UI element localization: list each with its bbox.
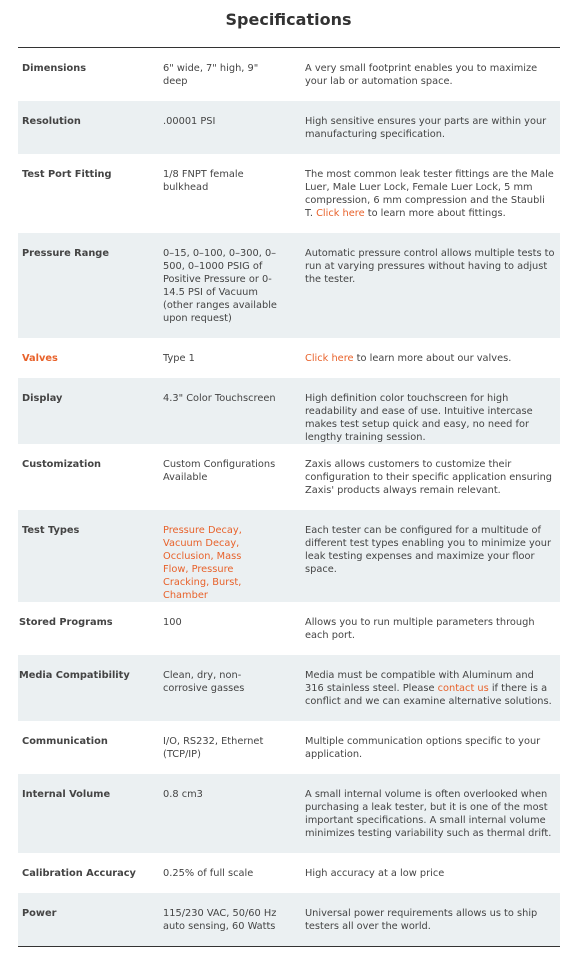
spec-description: Allows you to run multiple parameters through each port. — [305, 617, 535, 641]
spec-description: Multiple communication options specific to your application. — [305, 736, 541, 760]
spec-label: Test Port Fitting — [22, 169, 112, 180]
spec-description — [305, 352, 555, 365]
spec-description: Zaxis allows customers to customize their configuration to their specific application ensuring Zaxis' products always remain relevant. — [305, 459, 553, 496]
spec-description: High accuracy at a low price — [305, 868, 445, 879]
spec-description-text: if there is a conflict and we can examine alternative solutions. — [305, 683, 552, 707]
spec-description: A small internal volume is often overlooked when purchasing a leak tester, but it is one of the most important specifications. A small internal volume minimizes testing variability such as thermal drift. — [305, 789, 552, 839]
spec-row-communication — [18, 721, 560, 774]
spec-description-text: The most common leak tester fittings are the Male Luer, Male Luer Lock, Female Luer Lock, 5 mm compression, 6 mm compression and the Staubli T. — [305, 169, 554, 219]
spec-row-test-types — [18, 510, 560, 602]
spec-value: 6" wide, 7" high, 9" deep — [163, 63, 259, 87]
spec-row-internal-volume — [18, 774, 560, 853]
spec-label: Media Compatibility — [19, 670, 130, 681]
spec-description-text: to learn more about our valves. — [353, 353, 512, 364]
spec-label: Test Types — [22, 525, 80, 536]
spec-description: Automatic pressure control allows multiple tests to run at varying pressures without having to adjust the tester. — [305, 248, 555, 285]
spec-description: High definition color touchscreen for high readability and ease of use. Intuitive intercase makes test setup quick and easy, no need for lengthy training session. — [305, 393, 533, 443]
spec-value: .00001 PSI — [163, 116, 216, 127]
fittings-link[interactable]: Click here — [316, 208, 365, 219]
spec-description: A very small footprint enables you to maximize your lab or automation space. — [305, 63, 538, 87]
spec-row-dimensions — [18, 48, 560, 101]
spec-value: 0–15, 0–100, 0–300, 0–500, 0–1000 PSIG of Positive Pressure or 0-14.5 PSI of Vacuum (other ranges available upon request) — [163, 248, 277, 324]
spec-label: Calibration Accuracy — [22, 868, 136, 879]
spec-row-test-port-fitting — [18, 154, 560, 233]
valves-link[interactable]: Valves — [22, 353, 58, 364]
spec-value: 1/8 FNPT female bulkhead — [163, 169, 244, 193]
spec-row-customization — [18, 444, 560, 510]
spec-label: Communication — [22, 736, 108, 747]
spec-value: 0.8 cm3 — [163, 789, 203, 800]
spec-description: Universal power requirements allows us to ship testers all over the world. — [305, 908, 538, 932]
spec-value: I/O, RS232, Ethernet (TCP/IP) — [163, 736, 264, 760]
spec-label: Stored Programs — [19, 617, 113, 628]
spec-value: 115/230 VAC, 50/60 Hz auto sensing, 60 Watts — [163, 908, 277, 932]
spec-description: Each tester can be configured for a multitude of different test types enabling you to minimize your leak testing expenses and maximize your floor space. — [305, 525, 552, 575]
test-types-links[interactable]: Pressure Decay, Vacuum Decay, Occlusion, Mass Flow, Pressure Cracking, Burst, Chamber — [163, 525, 242, 601]
spec-value: Custom Configurations Available — [163, 459, 276, 483]
spec-row-power — [18, 893, 560, 946]
spec-label: Power — [22, 908, 57, 919]
spec-value: 0.25% of full scale — [163, 868, 254, 879]
spec-table — [18, 48, 560, 946]
spec-description — [305, 669, 555, 708]
spec-value: 100 — [163, 617, 182, 628]
spec-description: High sensitive ensures your parts are within your manufacturing specification. — [305, 116, 547, 140]
spec-value: Type 1 — [163, 353, 195, 364]
spec-row-display — [18, 378, 560, 444]
spec-row-resolution — [18, 101, 560, 154]
spec-description — [305, 168, 555, 220]
spec-row-media-compatibility — [18, 655, 560, 721]
spec-label: Dimensions — [22, 63, 87, 74]
spec-description-text: to learn more about fittings. — [364, 208, 506, 219]
contact-us-link[interactable]: contact us — [437, 683, 489, 694]
page-title: Specifications — [225, 10, 352, 29]
spec-row-valves — [18, 338, 560, 378]
spec-row-calibration-accuracy — [18, 853, 560, 893]
spec-row-pressure-range — [18, 233, 560, 338]
spec-label: Pressure Range — [22, 248, 109, 259]
spec-value: Clean, dry, non-corrosive gasses — [163, 670, 245, 694]
spec-label: Resolution — [22, 116, 81, 127]
spec-label: Display — [22, 393, 63, 404]
spec-value: 4.3" Color Touchscreen — [163, 393, 276, 404]
spec-row-stored-programs — [18, 602, 560, 655]
spec-label: Customization — [22, 459, 102, 470]
spec-label: Internal Volume — [22, 789, 111, 800]
valves-more-link[interactable]: Click here — [305, 353, 354, 364]
spec-description-text: Media must be compatible with Aluminum and 316 stainless steel. Please — [305, 670, 534, 694]
bottom-rule — [18, 946, 560, 947]
